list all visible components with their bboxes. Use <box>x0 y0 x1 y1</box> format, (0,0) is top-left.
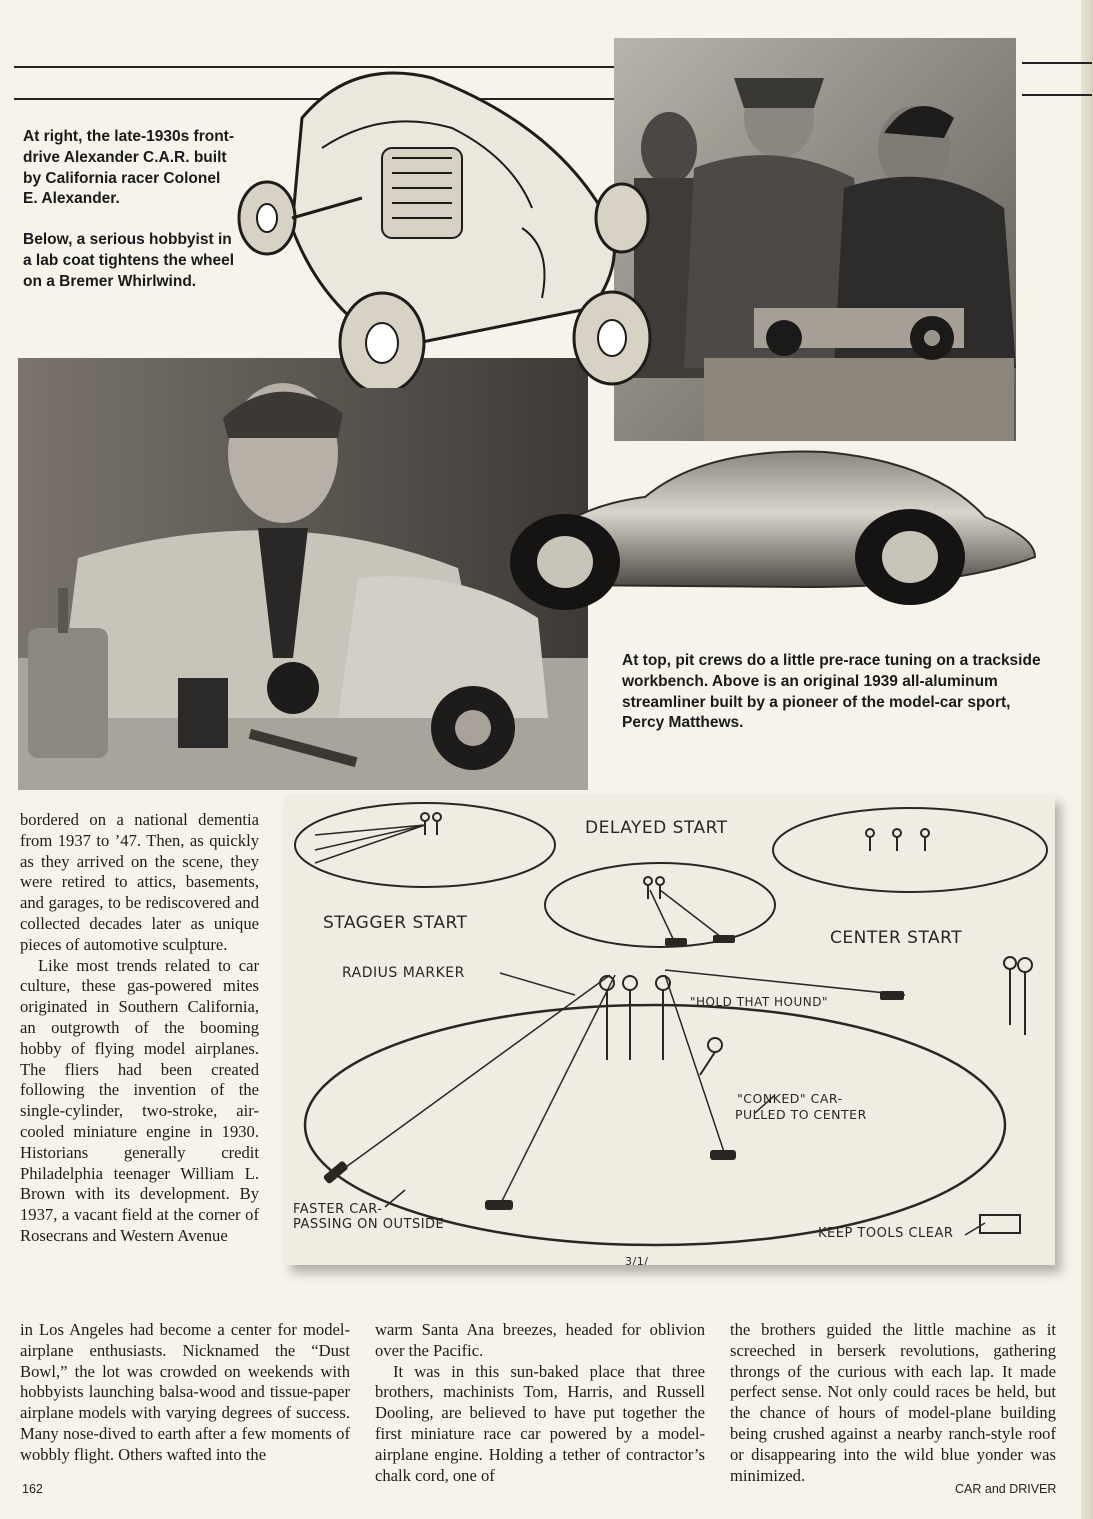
caption-top-left-p1: At right, the late-1930s front-drive Alexander C.A.R. built by California racer Colonel E. Alexander. <box>23 128 234 208</box>
label-conked-car-line1: "CONKED" CAR- <box>737 1091 843 1106</box>
body-column-2-p2: It was in this sun-baked place that three brothers, machinists Tom, Harris, and Russell Dooling, are believed to have put together the first miniature race car powered by a model-airplane engine. Holding a tether of contractor’s chalk cord, one of <box>375 1361 705 1485</box>
body-column-3-text: the brothers guided the little machine as it screeched in berserk revolutions, gathering throngs of the curious with each lap. It made perfect sense. Not only could races be held, but the chance of hours of model-plane building being crushed against a nearby ranch-style roof or disappearing into the wild blue yonder was minimized. <box>730 1320 1056 1485</box>
caption-top-left-p2: Below, a serious hobbyist in a lab coat tightens the wheel on a Bremer Whirlwind. <box>23 231 235 290</box>
body-column-2 <box>375 1320 705 1486</box>
page-number: 162 <box>22 1482 43 1496</box>
label-hold-that-hound: "HOLD THAT HOUND" <box>690 995 828 1009</box>
body-column-1-p1: bordered on a national dementia from 1937 to ’47. Then, as quickly as they arrived on the scene, they were retired to attics, basements, and garages, to be rediscovered and collected decades later as unique pieces of automotive sculpture. <box>20 810 259 954</box>
hobbyist-photo <box>18 358 588 790</box>
body-column-1-p2: Like most trends related to car culture, these gas-powered mites originated in Southern California, an outgrowth of the booming hobby of flying model airplanes. The fliers had been created following the invention of the single-cylinder, two-stroke, air-cooled miniature engine in 1930. Historians generally credit Philadelphia teenager William L. Brown with its development. By 1937, a vacant field at the corner of Rosecrans and Western Avenue <box>20 955 259 1245</box>
label-delayed-start: DELAYED START <box>585 818 728 838</box>
page-edge <box>1081 0 1093 1519</box>
body-column-1-bottom <box>20 1320 350 1466</box>
pit-crew-photo <box>614 38 1016 441</box>
label-keep-tools-clear: KEEP TOOLS CLEAR <box>818 1226 954 1241</box>
body-column-1-bottom-text: in Los Angeles had become a center for model-airplane enthusiasts. Nicknamed the “Dust Bowl,” the lot was crowded on weekends with hobbyists launching balsa-wood and tissue-paper airplane models with varying degrees of success. Many nose-dived to earth after a few moments of wobbly flight. Others wafted into the <box>20 1320 350 1464</box>
top-rule-4 <box>1022 94 1092 96</box>
label-faster-car-line1: FASTER CAR- <box>293 1202 383 1217</box>
label-faster-car-line2: PASSING ON OUTSIDE <box>293 1217 445 1232</box>
body-column-1 <box>20 810 259 1247</box>
label-conked-car-line2: PULLED TO CENTER <box>735 1107 867 1122</box>
label-radius-marker: RADIUS MARKER <box>342 965 465 981</box>
caption-right-text: At top, pit crews do a little pre-race tuning on a trackside workbench. Above is an original 1939 all-aluminum streamliner built by a pioneer of the model-car sport, Percy Matthews. <box>622 652 1041 732</box>
magazine-name: CAR and DRIVER <box>955 1482 1057 1496</box>
caption-right <box>622 651 1050 754</box>
label-stagger-start: STAGGER START <box>323 913 468 933</box>
caption-top-left <box>23 127 238 313</box>
top-rule-3 <box>1022 62 1092 64</box>
body-column-3 <box>730 1320 1056 1486</box>
streamliner-photo <box>505 437 1040 612</box>
artist-signature: 3/1/ <box>625 1255 649 1265</box>
alexander-car-illustration <box>232 48 658 388</box>
label-center-start: CENTER START <box>830 928 963 948</box>
race-start-diagram <box>285 795 1055 1265</box>
body-column-2-p1: warm Santa Ana breezes, headed for oblivion over the Pacific. <box>375 1320 705 1360</box>
